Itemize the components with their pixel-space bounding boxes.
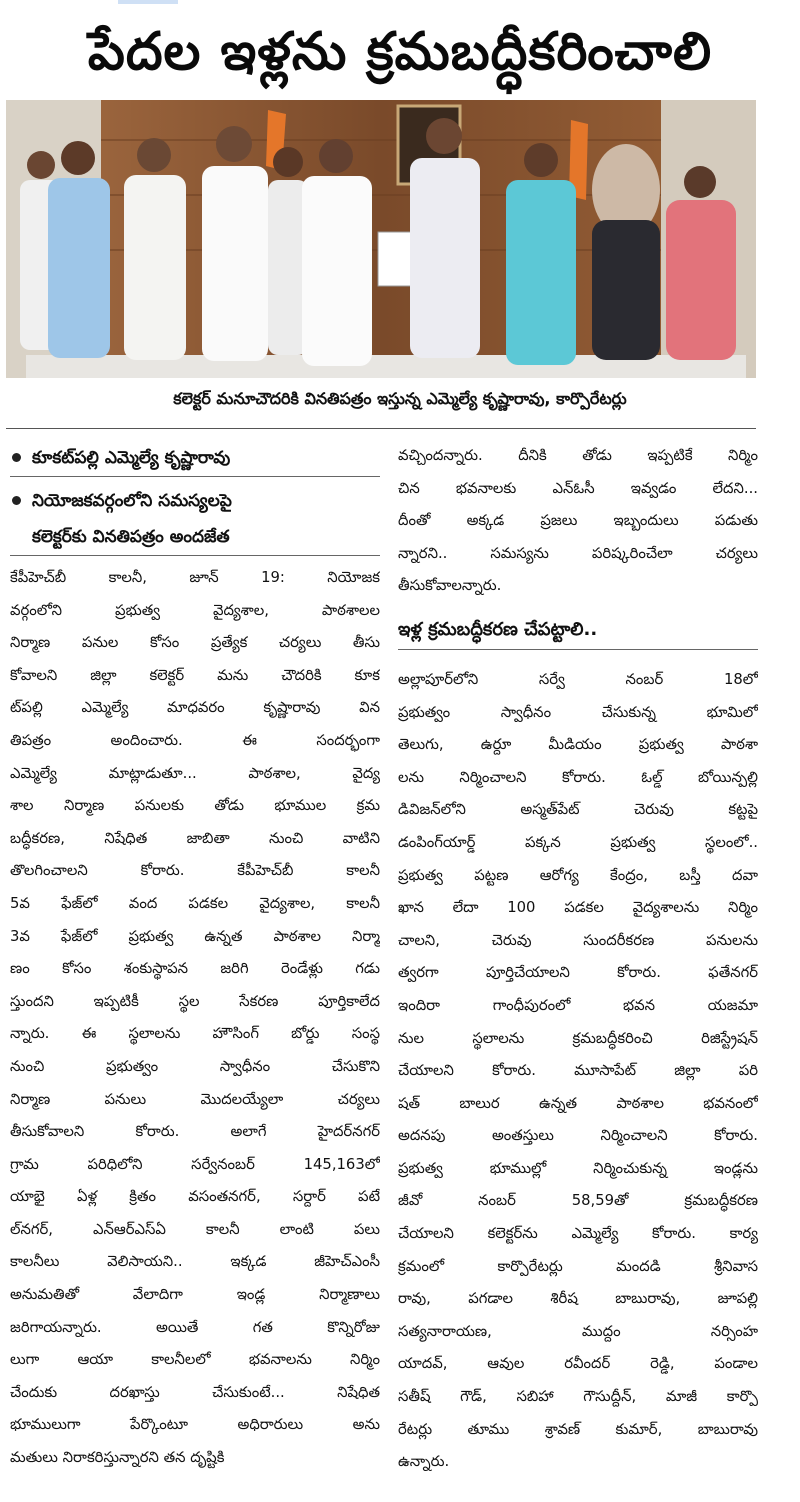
text-line: గ్రామ పరిధిలోని సర్వేనంబర్ 145,163లో	[10, 1155, 380, 1173]
text-line: అల్లాపూర్‌లోని సర్వే నంబర్ 18లో	[398, 670, 758, 688]
text-line: నుంచి ప్రభుత్వం స్వాధీనం చేసుకొని	[10, 1057, 380, 1075]
corner-mark	[118, 0, 178, 4]
text-line: షత్ బాలుర ఉన్నత పాఠశాల భవనంలో	[398, 1094, 758, 1112]
text-line: తీసుకోవాలన్నారు.	[398, 577, 502, 595]
text-line: యాదవ్, ఆవుల రవీందర్ రెడ్డి, పండాల	[398, 1355, 758, 1373]
news-photo	[6, 100, 756, 378]
group-photo-icon	[6, 100, 756, 378]
right-article-text	[398, 664, 758, 1479]
text-line: మతులు నిరాకరిస్తున్నారని తన దృష్టికి	[10, 1449, 225, 1467]
text-line: ట్‌పల్లి ఎమ్మెల్యే మాధవరం కృష్ణారావు విన	[10, 699, 380, 717]
text-line: యాభై ఏళ్ల క్రితం వసంతనగర్, సర్దార్ పటే	[10, 1188, 380, 1206]
text-line: ఎమ్మెల్యే మాట్లాడుతూ... పాఠశాల, వైద్య	[10, 764, 380, 782]
text-line: బద్ధీకరణ, నిషేధిత జాబితా నుంచి వాటిని	[10, 829, 380, 847]
text-line: లుగా ఆయా కాలనీలలో భవనాలను నిర్మిం	[10, 1351, 380, 1369]
left-column	[10, 440, 380, 1475]
text-line: చేందుకు దరఖాస్తు చేసుకుంటే... నిషేధిత	[10, 1383, 380, 1401]
text-line: నిర్మాణ పనులు మొదలయ్యేలా చర్యలు	[10, 1090, 380, 1108]
text-line: కోవాలని జిల్లా కలెక్టర్ మను చౌదరికి కూక	[10, 666, 380, 684]
bullet-2: నియోజకవర్గంలోని సమస్యలపై కలెక్టర్‌కు వినతిపత్రం అందజేత	[10, 483, 380, 556]
text-line: ణం కోసం శంకుస్థాపన జరిగి రెండేళ్లు గడు	[10, 960, 380, 978]
text-line: తెలుగు, ఉర్దూ మీడియం ప్రభుత్వ పాఠశా	[398, 736, 758, 754]
text-line: వర్గంలోని ప్రభుత్వ వైద్యశాల, పాఠశాలల	[10, 601, 380, 619]
text-line: కాలనీలు వెలిసాయని.. ఇక్కడ జీహెచ్ఎంసీ	[10, 1253, 380, 1271]
text-line: 3వ ఫేజ్‌లో ప్రభుత్వ ఉన్నత పాఠశాల నిర్మా	[10, 927, 380, 945]
text-line: జీవో నంబర్ 58,59తో క్రమబద్ధీకరణ	[398, 1192, 758, 1210]
text-line: సత్యనారాయణ, ముద్దం నర్సింహ	[398, 1322, 758, 1340]
text-line: నుల స్థలాలను క్రమబద్ధీకరించి రిజిస్ట్రేషన్	[398, 1029, 758, 1047]
text-line: శాల నిర్మాణ పనులకు తోడు భూముల క్రమ	[10, 797, 380, 815]
text-line: భూములుగా పేర్కొంటూ అధిరారులు అను	[10, 1416, 380, 1434]
right-column	[398, 440, 758, 1479]
text-line: దీంతో అక్కడ ప్రజలు ఇబ్బందులు పడుతు	[398, 512, 758, 530]
text-line: తీసుకోవాలని కోరారు. అలాగే హైదర్‌నగర్	[10, 1123, 380, 1141]
text-line: అనుమతితో వేలాదిగా ఇండ్ల నిర్మాణాలు	[10, 1286, 380, 1304]
text-line: అదనపు అంతస్తులు నిర్మించాలని కోరారు.	[398, 1127, 758, 1145]
text-line: త్వరగా పూర్తిచేయాలని కోరారు. ఫతేనగర్	[398, 964, 758, 982]
text-line: ఇందిరా గాంధీపురంలో భవన యజమా	[398, 996, 758, 1014]
text-line: వచ్చిందన్నారు. దీనికి తోడు ఇప్పటికే నిర్మిం	[398, 447, 758, 464]
text-line: జరిగాయన్నారు. అయితే గత కొన్నిరోజు	[10, 1318, 380, 1336]
text-line: చేయాలని కోరారు. మూసాపేట్ జిల్లా పరి	[398, 1062, 758, 1080]
text-line: లను నిర్మించాలని కోరారు. ఓల్డ్ బోయిన్పల్లి	[398, 768, 758, 786]
text-line: ప్రభుత్వ పట్టణ ఆరోగ్య కేంద్రం, బస్తీ దవా	[398, 866, 758, 884]
photo-caption: కలెక్టర్ మనూచౌదరికి వినతిపత్రం ఇస్తున్న ఎమ్మెల్యే కృష్ణారావు, కార్పొరేటర్లు	[173, 389, 627, 408]
text-line: రావు, పగడాల శిరీష బాబురావు, జూపల్లి	[398, 1290, 758, 1308]
text-line: 5వ ఫేజ్‌లో వంద పడకల వైద్యశాల, కాలనీ	[10, 894, 380, 912]
text-line: క్రమంలో కార్పొరేటర్లు మందడి శ్రీనివాస	[398, 1257, 758, 1275]
text-line: నిర్మాణ పనుల కోసం ప్రత్యేక చర్యలు తీసు	[10, 634, 380, 652]
text-line: స్తుందని ఇప్పటికీ స్థల సేకరణ పూర్తికాలేద	[10, 992, 380, 1010]
subheading: ఇళ్ల క్రమబద్ధీకరణ చేపట్టాలి..	[398, 613, 758, 650]
bullet-1: కూకట్‌పల్లి ఎమ్మెల్యే కృష్ణారావు	[10, 440, 380, 477]
text-line: ఉన్నారు.	[398, 1453, 450, 1471]
text-line: న్నారని.. సమస్యను పరిష్కరించేలా చర్యలు	[398, 544, 758, 562]
text-line: కేపీహెచ్‌బీ కాలనీ, జూన్ 19: నియోజక	[10, 569, 380, 586]
text-line: చేయాలని కలెక్టర్‌ను ఎమ్మెల్యే కోరారు. కార్య	[398, 1225, 758, 1243]
text-line: ప్రభుత్వం స్వాధీనం చేసుకున్న భూమిలో	[398, 703, 758, 721]
text-line: ఖాన లేదా 100 పడకల వైద్యశాలను నిర్మిం	[398, 899, 758, 917]
text-line: చిన భవనాలకు ఎన్ఓసీ ఇవ్వడం లేదని...	[398, 479, 758, 497]
text-line: తొలగించాలని కోరారు. కేపీహెచ్‌బీ కాలనీ	[10, 862, 380, 880]
text-line: న్నారు. ఈ స్థలాలను హౌసింగ్ బోర్డు సంస్థ	[10, 1025, 380, 1043]
bullet-dot-icon	[12, 453, 21, 462]
text-line: సతీష్ గౌడ్, సబిహా గౌసుద్దీన్, మాజీ కార్పొ	[398, 1388, 758, 1406]
headline: పేదల ఇళ్లను క్రమబద్ధీకరించాలి	[87, 21, 713, 82]
text-line: చాలని, చెరువు సుందరీకరణ పనులను	[398, 931, 758, 949]
text-line: తిపత్రం అందించారు. ఈ సందర్భంగా	[10, 731, 380, 749]
caption-rule	[6, 428, 756, 429]
text-line: రేటర్లు తూము శ్రావణ్ కుమార్, బాబురావు	[398, 1420, 758, 1438]
bullet-dot-icon	[12, 496, 21, 505]
text-line: డంపింగ్‌యార్డ్ పక్కన ప్రభుత్వ స్థలంలో..	[398, 833, 758, 851]
right-article-text-top	[398, 440, 758, 603]
left-article-text	[10, 562, 380, 1475]
text-line: ప్రభుత్వ భూముల్లో నిర్మించుకున్న ఇండ్లను	[398, 1159, 758, 1177]
text-line: ల్‌నగర్, ఎన్ఆర్ఎస్ఏ కాలనీ లాంటి పలు	[10, 1220, 380, 1238]
text-line: డివిజన్‌లోని అస్మత్‌పేట్ చెరువు కట్టపై	[398, 801, 758, 819]
